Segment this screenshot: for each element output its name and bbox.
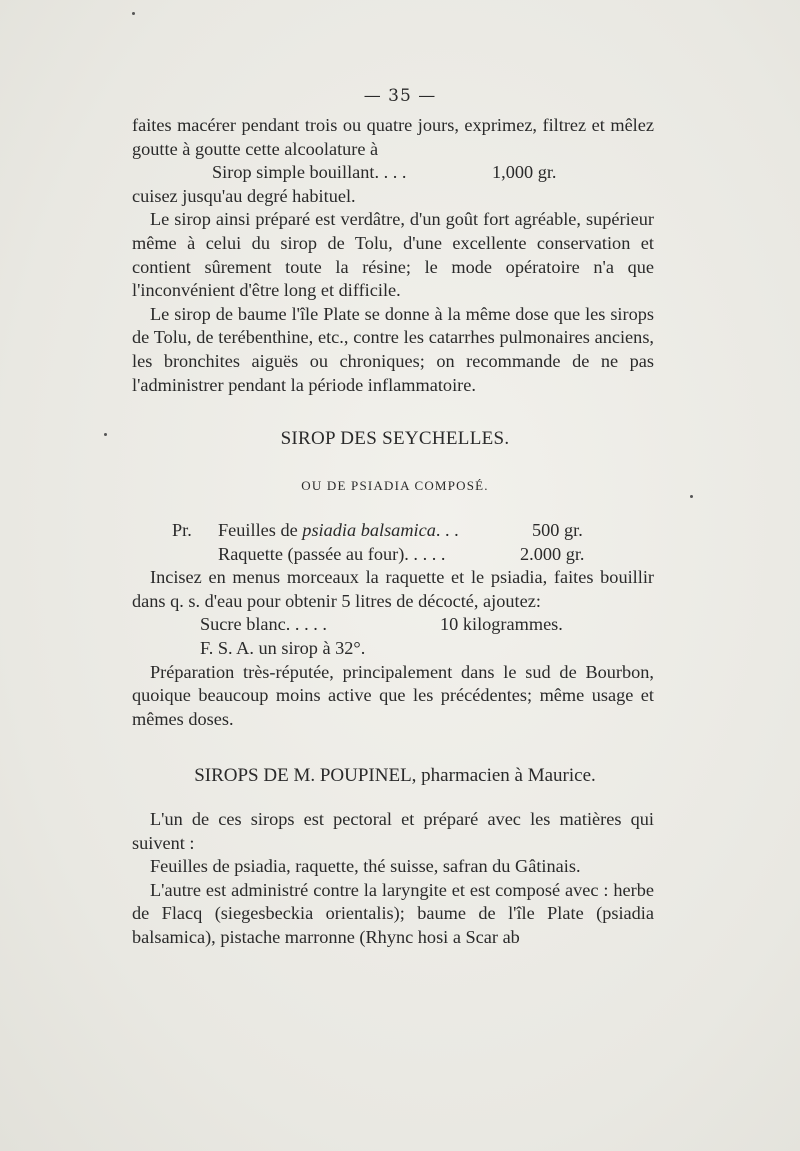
text-block-top — [132, 114, 654, 397]
recipe-quantity: 1,000 gr. — [492, 162, 557, 183]
text-block-middle — [132, 519, 654, 731]
section-heading: SIROPS DE M. POUPINEL, pharmacien à Maurice. — [194, 765, 596, 786]
paragraph: Le sirop de baume l'île Plate se donne à la même dose que les sirops de Tolu, de terébenthine, etc., contre les catarrhes pulmonaires anciens, les bronchites aiguës ou chroniques; on recommande de ne pas l'administrer pendant la période inflammatoire. — [132, 303, 654, 395]
recipe-line — [132, 519, 654, 543]
recipe-line — [132, 161, 654, 185]
ingredient-prefix: Feuilles de — [218, 520, 298, 540]
recipe-line — [132, 613, 654, 637]
page-number: — 35 — — [363, 86, 437, 106]
paragraph: L'autre est administré contre la laryngite et est composé avec : herbe de Flacq (siegesbeckia orientalis); baume de l'île Plate (psiadia balsamica), pistache marronne (Rhync hosi a Scar ab — [132, 879, 654, 947]
recipe-ingredient: Sucre blanc. . . . . — [200, 614, 327, 635]
section-subheading: OU DE PSIADIA COMPOSÉ. — [301, 478, 489, 493]
recipe-ingredient: Sirop simple bouillant. . . . — [212, 162, 407, 183]
paragraph: Le sirop ainsi préparé est verdâtre, d'un goût fort agréable, supérieur même à celui du sirop de Tolu, d'une excellente conservation et contient sûrement toute la résine; le mode opératoire n'a que l'inconvénient d'être long et difficile. — [132, 209, 654, 301]
speck — [690, 495, 693, 498]
ingredient-latin-name: psiadia balsamica — [302, 520, 436, 540]
recipe-line — [132, 637, 654, 661]
speck — [132, 12, 135, 15]
recipe-label: Pr. — [172, 520, 192, 540]
recipe-ingredient — [218, 519, 459, 543]
recipe-quantity: 500 gr. — [532, 520, 583, 540]
paragraph: L'un de ces sirops est pectoral et préparé avec les matières qui suivent : — [132, 809, 654, 853]
section-heading: SIROP DES SEYCHELLES. — [280, 428, 510, 449]
paragraph: Feuilles de psiadia, raquette, thé suisse, safran du Gâtinais. — [150, 856, 581, 877]
paragraph: cuisez jusqu'au degré habituel. — [132, 185, 356, 206]
recipe-quantity: 2.000 gr. — [520, 543, 585, 564]
recipe-line — [132, 543, 654, 567]
recipe-quantity: 10 kilogrammes. — [440, 614, 563, 635]
recipe-instruction: F. S. A. un sirop à 32°. — [200, 637, 366, 658]
paragraph: Préparation très-réputée, principalement dans le sud de Bourbon, quoique beaucoup moins active que les précédentes; même usage et mêmes doses. — [132, 661, 654, 729]
paragraph: faites macérer pendant trois ou quatre jours, exprimez, filtrez et mêlez goutte à goutte cette alcoolature à — [132, 115, 654, 159]
text-block-bottom — [132, 808, 654, 950]
paragraph: Incisez en menus morceaux la raquette et le psiadia, faites bouillir dans q. s. d'eau pour obtenir 5 litres de décocté, ajoutez: — [132, 567, 654, 611]
leader-dots: . . . — [435, 520, 459, 540]
recipe-ingredient: Raquette (passée au four). . . . . — [218, 543, 446, 564]
